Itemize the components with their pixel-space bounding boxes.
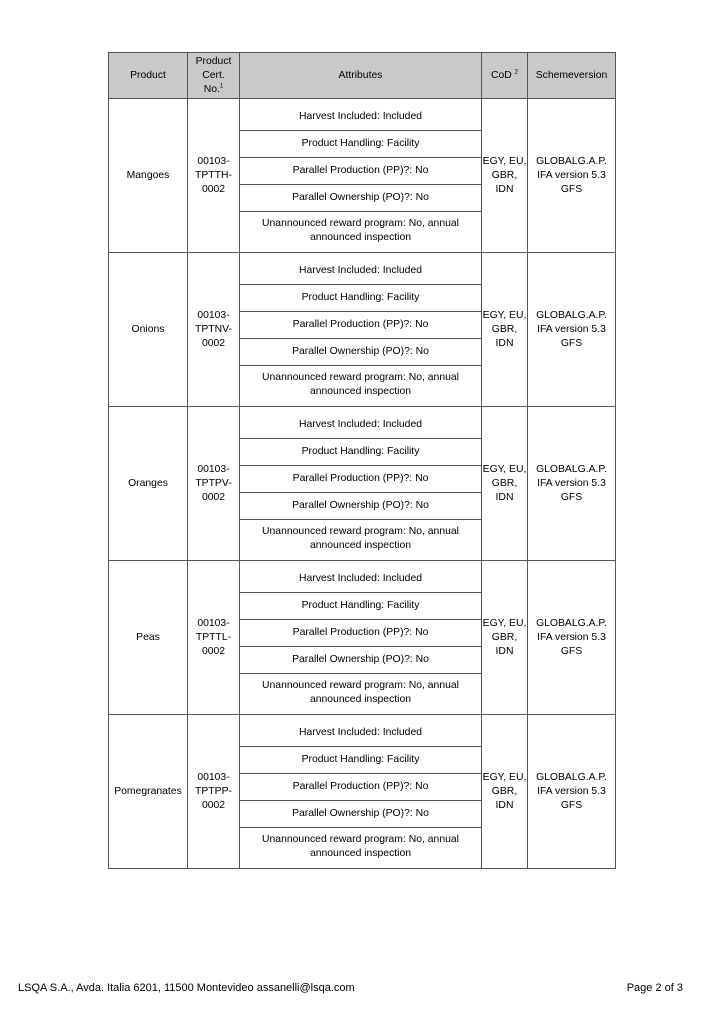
footnote-marker: 2 bbox=[514, 69, 519, 76]
attribute-item: Parallel Ownership (PO)?: No bbox=[240, 339, 481, 366]
header-scheme: Schemeversion bbox=[528, 53, 616, 99]
attribute-item: Unannounced reward program: No, annual announced inspection bbox=[262, 371, 459, 397]
scheme-cell: GLOBALG.A.P. IFA version 5.3 GFS bbox=[528, 407, 616, 561]
attribute-item: Product Handling: Facility bbox=[240, 593, 481, 620]
attribute-item: Parallel Production (PP)?: No bbox=[240, 774, 481, 801]
cert-no-cell: 00103-TPTNV-0002 bbox=[188, 253, 240, 407]
attributes-cell bbox=[240, 407, 482, 561]
cert-no-cell: 00103-TPTTH-0002 bbox=[188, 99, 240, 253]
table-row bbox=[109, 561, 616, 715]
footer-contact: LSQA S.A., Avda. Italia 6201, 11500 Montevideo assanelli@lsqa.com bbox=[18, 982, 355, 994]
cert-no-cell: 00103-TPTPP-0002 bbox=[188, 715, 240, 869]
page-number: Page 2 of 3 bbox=[626, 982, 683, 994]
attribute-item: Product Handling: Facility bbox=[240, 747, 481, 774]
table-row bbox=[109, 99, 616, 253]
scheme-cell: GLOBALG.A.P. IFA version 5.3 GFS bbox=[528, 561, 616, 715]
attribute-item: Parallel Production (PP)?: No bbox=[240, 620, 481, 647]
header-cert-no: Product Cert. No.$^1$ bbox=[188, 53, 240, 99]
attribute-item: Unannounced reward program: No, annual announced inspection bbox=[262, 833, 459, 859]
attribute-item: Product Handling: Facility bbox=[240, 285, 481, 312]
product-cell: Onions bbox=[109, 253, 188, 407]
scheme-cell: GLOBALG.A.P. IFA version 5.3 GFS bbox=[528, 253, 616, 407]
attribute-item: Unannounced reward program: No, annual announced inspection bbox=[262, 217, 459, 243]
product-cell: Pomegranates bbox=[109, 715, 188, 869]
attribute-item: Unannounced reward program: No, annual announced inspection bbox=[262, 679, 459, 705]
footnote-marker: 1 bbox=[219, 83, 224, 90]
table-row bbox=[109, 407, 616, 561]
attribute-item: Parallel Ownership (PO)?: No bbox=[240, 647, 481, 674]
attributes-cell bbox=[240, 253, 482, 407]
table-row bbox=[109, 253, 616, 407]
attribute-item: Parallel Production (PP)?: No bbox=[240, 312, 481, 339]
attribute-item: Harvest Included: Included bbox=[240, 566, 481, 593]
attributes-cell bbox=[240, 561, 482, 715]
attribute-item: Harvest Included: Included bbox=[240, 258, 481, 285]
attribute-item: Parallel Ownership (PO)?: No bbox=[240, 801, 481, 828]
attribute-item: Harvest Included: Included bbox=[240, 412, 481, 439]
attribute-item: Parallel Ownership (PO)?: No bbox=[240, 185, 481, 212]
header-product: Product bbox=[109, 53, 188, 99]
header-attributes: Attributes bbox=[240, 53, 482, 99]
attribute-item: Harvest Included: Included bbox=[240, 720, 481, 747]
scheme-cell: GLOBALG.A.P. IFA version 5.3 GFS bbox=[528, 99, 616, 253]
cod-cell: EGY, EU, GBR, IDN bbox=[482, 715, 528, 869]
attribute-item: Parallel Ownership (PO)?: No bbox=[240, 493, 481, 520]
cod-cell: EGY, EU, GBR, IDN bbox=[482, 253, 528, 407]
cert-no-cell: 00103-TPTTL-0002 bbox=[188, 561, 240, 715]
certificate-table bbox=[108, 52, 616, 869]
product-cell: Peas bbox=[109, 561, 188, 715]
header-cod: CoD $^2$ bbox=[482, 53, 528, 99]
cert-no-cell: 00103-TPTPV-0002 bbox=[188, 407, 240, 561]
attribute-item: Product Handling: Facility bbox=[240, 439, 481, 466]
attributes-cell bbox=[240, 715, 482, 869]
attribute-item: Harvest Included: Included bbox=[240, 104, 481, 131]
attribute-item: Product Handling: Facility bbox=[240, 131, 481, 158]
attributes-cell bbox=[240, 99, 482, 253]
cod-cell: EGY, EU, GBR, IDN bbox=[482, 561, 528, 715]
product-cell: Mangoes bbox=[109, 99, 188, 253]
table-header-row bbox=[109, 53, 616, 99]
attribute-item: Parallel Production (PP)?: No bbox=[240, 466, 481, 493]
attribute-item: Unannounced reward program: No, annual announced inspection bbox=[262, 525, 459, 551]
table-row bbox=[109, 715, 616, 869]
cod-cell: EGY, EU, GBR, IDN bbox=[482, 99, 528, 253]
cod-cell: EGY, EU, GBR, IDN bbox=[482, 407, 528, 561]
page-footer bbox=[18, 982, 683, 994]
scheme-cell: GLOBALG.A.P. IFA version 5.3 GFS bbox=[528, 715, 616, 869]
product-cell: Oranges bbox=[109, 407, 188, 561]
attribute-item: Parallel Production (PP)?: No bbox=[240, 158, 481, 185]
